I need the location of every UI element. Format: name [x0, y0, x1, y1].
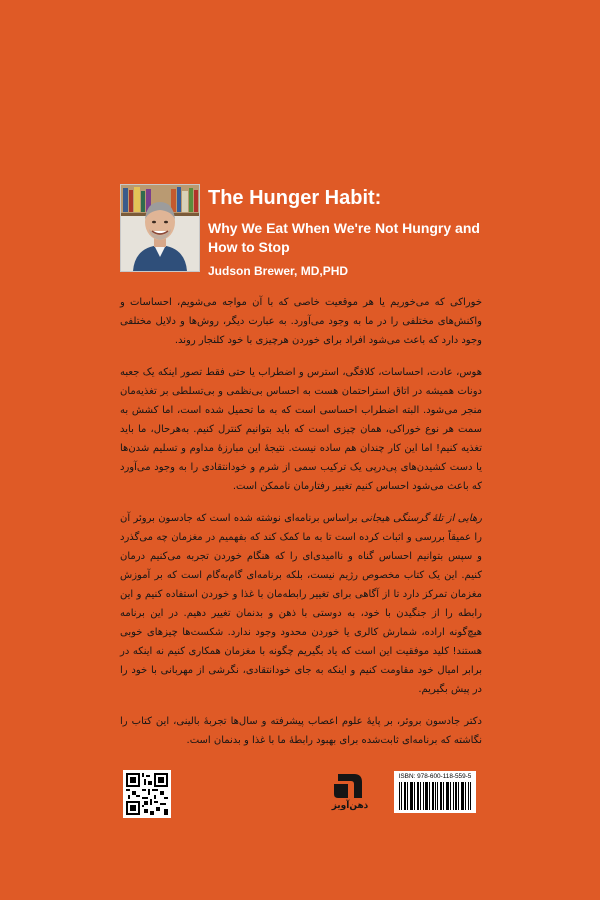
qr-code [123, 770, 171, 818]
blurb-paragraph-2: هوس، عادت، احساسات، کلافگی، استرس و اضطراب یا حتی فقط تصور اینکه یک جعبه دونات همیشه در اتاق استراحتمان هست به احساس بی‌نظمی و بی‌تسلطی بر تغذیه‌مان منجر می‌شود. البته اضطراب احساسی است که به ما تحمیل شده است، اما کشش به سمت هر نوع خوراکی، همان چیزی است که باید بتوانیم کنترل کنیم. به‌هرحال، ما باید تغذیه کنیم! اما این کار چندان هم ساده نیست. نتیجهٔ این مبارزهٔ مداوم و تسلیم شدن‌ها یا دست کشیدن‌های پی‌درپی یک ترکیب سمی از شرم و خودانتقادی را به وجود می‌آورد که باعث می‌شود احساس کنیم تغییر رفتارمان ناممکن است. [120, 367, 482, 492]
book-subtitle: Why We Eat When We're Not Hungry and How to Stop [208, 220, 480, 255]
author-photo [120, 184, 200, 272]
blurb-paragraph-4: دکتر جادسون بروئر، بر پایهٔ علوم اعصاب پیشرفته و سال‌ها تجربهٔ بالینی، این کتاب را نگاشته که برنامه‌ای ثابت‌شده برای بهبود رابطهٔ ما با غذا و بدنمان است. [120, 716, 482, 746]
publisher-logo [330, 772, 370, 816]
isbn-barcode [394, 771, 476, 813]
book-title: The Hunger Habit: [208, 187, 382, 209]
author-name: Judson Brewer, MD,PHD [208, 264, 349, 278]
barcode-icon [398, 782, 472, 810]
isbn-number: ISBN: 978-600-118-559-5 [398, 773, 472, 780]
publisher-logo-icon [330, 772, 370, 800]
blurb-paragraph-3 [120, 509, 482, 699]
publisher-name: ذهن‌آویز [331, 801, 369, 811]
blurb-book-title: رهایی از تلهٔ گرسنگی هیجانی [360, 513, 482, 524]
blurb-paragraph-3-text: براساس برنامه‌ای نوشته شده است که جادسون بروئر آن را عمیقاً بررسی و اثبات کرده است تا به ما کمک کند که بفهمیم در مغزمان چه می‌گذرد و سپس بتوانیم احساس گناه و ناامیدی‌ای را که هنگام خوردن تجربه می‌کنیم درمان کنیم. این یک کتاب مخصوص رژیم نیست، بلکه برنامه‌ای گام‌به‌گام است که بر آموزش مغزمان تمرکز دارد تا از آگاهی برای تغییر رابطه‌مان با غذا و خوردن استفاده کنیم و این رابطه را از جنگیدن با خود، به دوستی با ذهن و بدنمان تغییر دهیم. در این برنامه هیچ‌گونه اراده، شمارش کالری یا خوردن محدود وجود ندارد. شکست‌ها چیزهای خوبی هستند! کلید موفقیت این است که یاد بگیریم چگونه با مغزمان همکاری کنیم نه اینکه در برابر امیال خود مقاومت کنیم و اینکه به جای خودانتقادی، نگرشی از مهربانی با خود را در پیش بگیریم. [120, 513, 482, 695]
author-portrait-icon [121, 185, 199, 271]
blurb-paragraph-1: خوراکی که می‌خوریم یا هر موقعیت خاصی که با آن مواجه می‌شویم، احساسات و واکنش‌های مختلفی را در ما به وجود می‌آورد. به عبارت دیگر، روش‌ها و دلایل مختلفی وجود دارد که باعث می‌شود افراد برای خوردن هرچیزی با خود کلنجار روند. [120, 297, 482, 346]
blurb [120, 293, 482, 763]
qr-code-icon [126, 773, 168, 815]
